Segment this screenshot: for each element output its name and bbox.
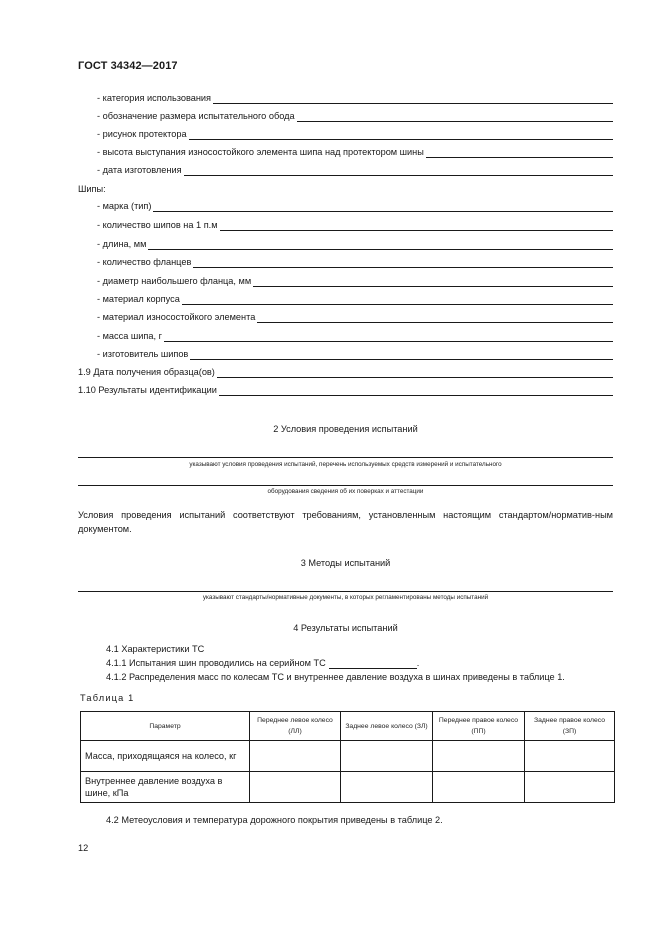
blank-line — [153, 202, 613, 212]
table-cell — [525, 772, 615, 803]
field-usage-category — [97, 92, 613, 104]
blank-line — [219, 386, 613, 396]
section-2-caption-1: указывают условия проведения испытаний, перечень используемых средств измерений и испытательного — [189, 461, 502, 468]
table-header-cell: Параметр — [81, 712, 250, 741]
blank-line — [189, 130, 613, 140]
table-param-cell: Внутреннее давление воздуха в шине, кПа — [81, 772, 250, 803]
table-row — [81, 741, 615, 772]
section-3-caption: указывают стандарты/нормативные документы, в которых регламентированы методы испытаний — [202, 594, 489, 601]
table-cell — [525, 741, 615, 772]
period: . — [416, 658, 420, 668]
field-label: 1.9 Дата получения образца(ов) — [78, 367, 215, 377]
field-label: - диаметр наибольшего фланца, мм — [97, 276, 252, 286]
studs-heading: Шипы: — [78, 184, 106, 194]
table-row — [81, 772, 615, 803]
field-tread-pattern — [97, 128, 613, 140]
field-label: 1.10 Результаты идентификации — [78, 385, 217, 395]
paragraph-4-1-1 — [106, 657, 419, 669]
field-label: - марка (тип) — [97, 201, 152, 211]
blank-line — [148, 240, 613, 250]
table-header-cell: Заднее правое колесо (ЗП) — [525, 712, 615, 741]
table-cell — [250, 741, 341, 772]
table-cell — [341, 741, 433, 772]
field-stud-protrusion — [97, 146, 613, 158]
blank-line — [78, 591, 613, 592]
field-stud-brand — [97, 200, 613, 212]
blank-line — [213, 94, 613, 104]
field-stud-count — [97, 219, 613, 231]
field-label: - рисунок протектора — [97, 129, 187, 139]
blank-line — [78, 485, 613, 486]
blank-line — [329, 659, 417, 669]
blank-line — [426, 148, 613, 158]
field-stud-manufacturer — [97, 348, 613, 360]
table-cell — [341, 772, 433, 803]
section-4-title: 4 Результаты испытаний — [293, 623, 398, 633]
paragraph-4-2: 4.2 Метеоусловия и температура дорожного покрытия приведены в таблице 2. — [106, 815, 443, 825]
table-header-cell: Переднее левое колесо (ЛЛ) — [250, 712, 341, 741]
table-cell — [433, 741, 525, 772]
blank-line — [217, 368, 613, 378]
blank-line — [190, 350, 613, 360]
field-label: - длина, мм — [97, 239, 147, 249]
table-1-caption: Таблица 1 — [80, 693, 135, 703]
table-header-cell: Заднее левое колесо (ЗЛ) — [341, 712, 433, 741]
field-label: - материал износостойкого элемента — [97, 312, 256, 322]
blank-line — [253, 277, 613, 287]
field-label: - высота выступания износостойкого элемента шипа над протектором шины — [97, 147, 424, 157]
table-cell — [433, 772, 525, 803]
field-flange-count — [97, 256, 613, 268]
document-header: ГОСТ 34342—2017 — [78, 60, 178, 72]
table-1 — [80, 711, 615, 803]
field-label: - материал корпуса — [97, 294, 180, 304]
field-rim-size — [97, 110, 613, 122]
field-body-material — [97, 293, 613, 305]
section-3-title: 3 Методы испытаний — [300, 558, 391, 568]
page-number: 12 — [78, 843, 89, 853]
table-cell — [250, 772, 341, 803]
section-2-caption-2: оборудования сведения об их поверках и аттестации — [267, 488, 424, 495]
field-identification — [78, 384, 613, 396]
blank-line — [184, 166, 613, 176]
field-label: - изготовитель шипов — [97, 349, 189, 359]
field-label: - масса шипа, г — [97, 331, 162, 341]
field-label: - обозначение размера испытательного обода — [97, 111, 295, 121]
paragraph-4-1-2: 4.1.2 Распределения масс по колесам ТС и внутреннее давление воздуха в шинах приведены в таблице 1. — [106, 672, 565, 682]
field-flange-diameter — [97, 275, 613, 287]
blank-line — [193, 258, 613, 268]
blank-line — [182, 295, 613, 305]
field-receipt-date — [78, 366, 613, 378]
blank-line — [164, 332, 613, 342]
field-wear-element-material — [97, 311, 613, 323]
field-label: - количество шипов на 1 п.м — [97, 220, 218, 230]
section-2-paragraph: Условия проведения испытаний соответствуют требованиям, установленным настоящим стандартом/норматив-ным документом. — [78, 510, 613, 534]
section-2-title: 2 Условия проведения испытаний — [273, 424, 418, 434]
paragraph-text: 4.1.1 Испытания шин проводились на серийном ТС — [106, 658, 326, 668]
field-label: - количество фланцев — [97, 257, 192, 267]
blank-line — [78, 457, 613, 458]
field-label: - дата изготовления — [97, 165, 182, 175]
blank-line — [257, 313, 613, 323]
blank-line — [220, 221, 613, 231]
field-stud-length — [97, 238, 613, 250]
table-param-cell: Масса, приходящаяся на колесо, кг — [81, 741, 250, 772]
field-label: - категория использования — [97, 93, 212, 103]
table-header-cell: Переднее правое колесо (ПП) — [433, 712, 525, 741]
table-header-row — [81, 712, 615, 741]
blank-line — [297, 112, 613, 122]
field-manufacture-date — [97, 164, 613, 176]
field-stud-mass — [97, 330, 613, 342]
paragraph-4-1: 4.1 Характеристики ТС — [106, 644, 205, 654]
